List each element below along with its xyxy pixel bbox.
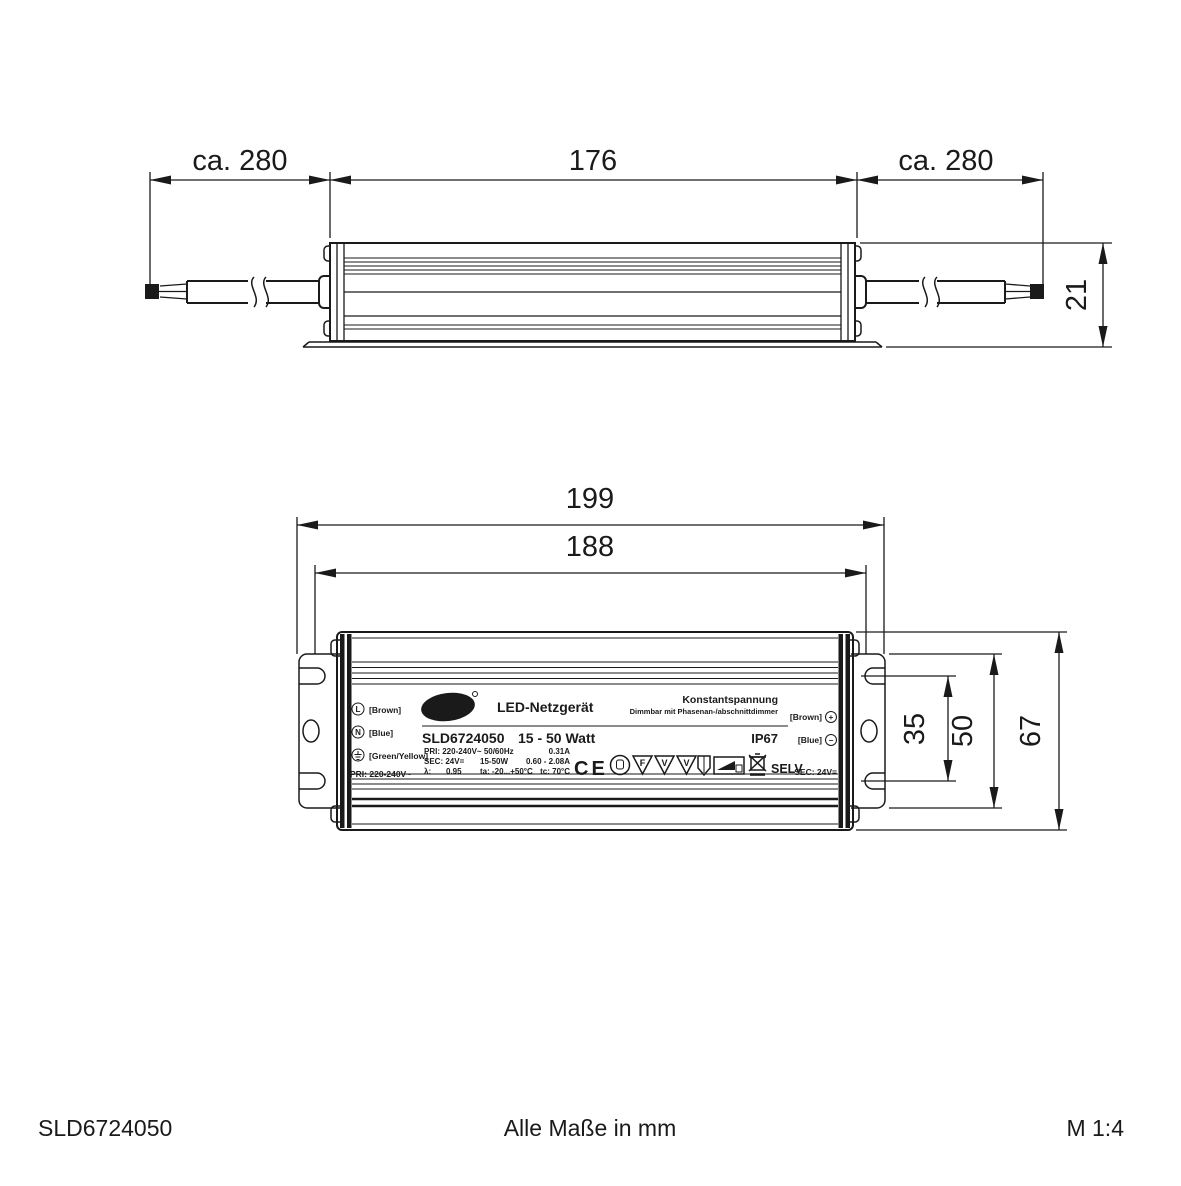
footer-scale: M 1:4 (1066, 1115, 1124, 1141)
side-length-dimensions (150, 145, 1043, 286)
cable-break-symbol (252, 277, 257, 307)
dim-cable-right: ca. 280 (898, 145, 994, 177)
dim-bracket-height: 50 (947, 714, 979, 748)
label-mode: Konstantspannung (682, 694, 778, 706)
minus-terminal-icon (826, 735, 837, 746)
triangle-v1-letter: V (661, 758, 668, 768)
footer (38, 1115, 1124, 1141)
selv-mark: SELV (771, 762, 803, 776)
side-ridges (344, 258, 841, 329)
weee-bin-icon (749, 754, 766, 775)
mounting-bracket-left (299, 654, 340, 808)
earth-icon (352, 749, 364, 761)
top-view (297, 483, 1067, 830)
product-label (350, 690, 837, 780)
n-terminal-letter: N (355, 728, 361, 737)
side-mounting-foot (303, 342, 882, 347)
cable-left (145, 276, 330, 308)
overall-length-dimension (297, 483, 884, 654)
label-product-type: LED-Netzgerät (497, 699, 594, 715)
terminals-left (350, 703, 428, 779)
mounting-bracket-right (851, 654, 885, 808)
spec-sec-current: 0.60 - 2.08A (525, 757, 570, 766)
spec-ta: ta: -20...+50°C (480, 767, 533, 776)
sec-voltage-right: SEC: 24V= (794, 767, 837, 777)
dim-slot-spacing: 35 (899, 712, 931, 746)
hole-spacing-dimension (315, 531, 866, 654)
triangle-f-letter: F (639, 758, 646, 768)
label-power: 15 - 50 Watt (518, 730, 596, 746)
dim-height: 21 (1061, 278, 1093, 312)
ce-mark-icon: CE (574, 758, 608, 780)
dim-hole-spacing: 188 (565, 531, 615, 563)
bracket-slot (299, 668, 325, 684)
dim-cable-left: ca. 280 (192, 145, 288, 177)
registered-mark-icon (473, 692, 478, 697)
l-terminal-letter: L (355, 705, 361, 714)
evn-logo-text: EVN (431, 697, 465, 718)
wire-tip-left (145, 284, 159, 299)
side-housing (303, 243, 882, 347)
footer-note: Alle Maße in mm (503, 1115, 677, 1141)
spec-tc: tc: 70°C (540, 767, 570, 776)
triangle-f-icon (633, 756, 652, 774)
cable-right (855, 276, 1044, 308)
terminals-right (790, 712, 837, 778)
spec-sec-power: 15-50W (480, 757, 509, 766)
wire-tip-right (1030, 284, 1044, 299)
plus-terminal-color: [Brown] (789, 712, 822, 722)
approval-circle-icon (611, 756, 630, 775)
minus-terminal-color: [Blue] (797, 735, 822, 745)
spec-pri: PRI: 220-240V~ 50/60Hz (424, 747, 514, 756)
bracket-hole (303, 720, 319, 742)
triangle-v2-letter: V (683, 758, 690, 768)
spec-pri-current: 0.31A (548, 747, 570, 756)
footer-model: SLD6724050 (38, 1115, 173, 1141)
l-terminal-color: [Brown] (369, 705, 402, 715)
plus-sign: + (828, 713, 834, 722)
cable-break-symbol (923, 277, 928, 307)
label-dimming: Dimmbar mit Phasenan-/abschnittdimmer (629, 707, 778, 716)
minus-sign: − (828, 736, 834, 745)
pri-voltage-left: PRI: 220-240V~ (350, 769, 412, 779)
side-height-dimension (860, 243, 1112, 347)
dim-overall-height: 67 (1015, 714, 1047, 748)
dim-overall-length: 199 (565, 483, 615, 515)
triangle-v-icon-1 (655, 756, 674, 774)
slot-spacing-dimension (861, 676, 956, 781)
triangle-v-icon-2 (677, 756, 696, 774)
side-view (145, 145, 1112, 347)
label-ip-rating: IP67 (751, 731, 778, 746)
dim-body-length: 176 (568, 145, 618, 177)
spec-block (424, 747, 570, 776)
spec-lambda-value: 0.95 (446, 767, 462, 776)
n-terminal-color: [Blue] (369, 728, 394, 738)
dimmer-icon (714, 757, 744, 774)
pe-terminal-color: [Green/Yellow] (369, 751, 429, 761)
bracket-hole (861, 720, 877, 742)
spec-sec: SEC: 24V= (424, 757, 465, 766)
label-model: SLD6724050 (422, 730, 505, 746)
spec-lambda: λ: (424, 767, 432, 776)
certification-icons (574, 754, 803, 780)
plus-terminal-icon (826, 712, 837, 723)
evn-logo (419, 690, 477, 724)
bracket-slot (299, 773, 325, 789)
shield-icon (698, 756, 710, 775)
